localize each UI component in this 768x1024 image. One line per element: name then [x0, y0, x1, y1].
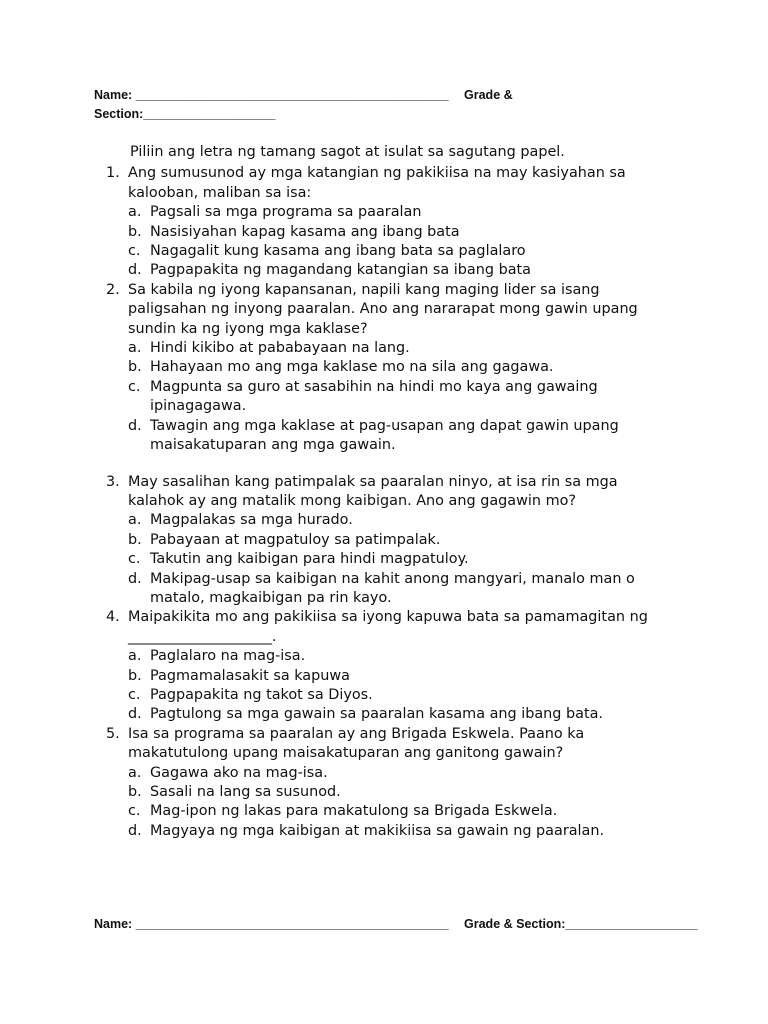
choice-d[interactable]: [128, 822, 666, 841]
footer-row: [94, 917, 698, 932]
choice-text: Nagagalit kung kasama ang ibang bata sa paglalaro: [150, 243, 526, 260]
section-field[interactable]: Section:___________________: [94, 107, 276, 121]
footer-grade-section-field[interactable]: Grade & Section:___________________: [464, 917, 698, 931]
choice-c[interactable]: [128, 550, 666, 569]
choice-c[interactable]: [128, 686, 666, 705]
choice-letter: a.: [128, 764, 142, 781]
choice-c[interactable]: [128, 802, 666, 821]
question-text: Isa sa programa sa paaralan ay ang Brigada Eskwela. Paano ka makatutulong upang maisakatuparan ang ganitong gawain?: [128, 725, 585, 762]
choice-d[interactable]: [128, 570, 666, 609]
choice-letter: d.: [128, 417, 142, 434]
choice-a[interactable]: [128, 764, 666, 783]
choice-text: Makipag-usap sa kaibigan na kahit anong mangyari, manalo man o matalo, magkaibigan pa rin kayo.: [150, 570, 635, 606]
question-number: 1.: [106, 165, 120, 182]
choice-text: Gagawa ako na mag-isa.: [150, 764, 328, 781]
choice-b[interactable]: [128, 783, 666, 802]
choice-letter: d.: [128, 262, 142, 279]
question-number: 5.: [106, 725, 120, 742]
choice-d[interactable]: [128, 417, 666, 456]
choice-a[interactable]: [128, 339, 666, 358]
choice-c[interactable]: [128, 378, 666, 417]
choice-text: Mag-ipon ng lakas para makatulong sa Brigada Eskwela.: [150, 803, 558, 820]
choice-letter: d.: [128, 570, 142, 587]
footer-name-field[interactable]: Name: _____________________________________________: [94, 917, 449, 931]
choice-d[interactable]: [128, 261, 666, 280]
choice-text: Magpunta sa guro at sasabihin na hindi mo kaya ang gawaing ipinagagawa.: [150, 378, 598, 415]
question-3: [106, 473, 666, 609]
choice-letter: d.: [128, 706, 142, 723]
choice-text: Pabayaan at magpatuloy sa patimpalak.: [150, 531, 441, 548]
choice-text: Nasisiyahan kapag kasama ang ibang bata: [150, 223, 460, 240]
grade-label: Grade &: [464, 88, 513, 102]
question-number: 2.: [106, 281, 120, 298]
choice-letter: b.: [128, 531, 142, 548]
choice-letter: a.: [128, 512, 142, 529]
choice-text: Pagmamalasakit sa kapuwa: [150, 667, 350, 684]
choice-letter: b.: [128, 223, 142, 240]
choice-text: Pagsali sa mga programa sa paaralan: [150, 204, 422, 221]
question-number: 4.: [106, 609, 120, 626]
choice-b[interactable]: [128, 358, 666, 377]
choice-text: Pagtulong sa mga gawain sa paaralan kasama ang ibang bata.: [150, 706, 604, 723]
question-number: 3.: [106, 473, 120, 490]
choice-b[interactable]: [128, 531, 666, 550]
choice-letter: c.: [128, 243, 141, 260]
choice-text: Paglalaro na mag-isa.: [150, 648, 306, 665]
header-section-row: [94, 107, 275, 122]
choice-letter: a.: [128, 648, 142, 665]
choice-letter: b.: [128, 359, 142, 376]
choice-text: Takutin ang kaibigan para hindi magpatuloy.: [150, 551, 469, 568]
name-field[interactable]: Name: _____________________________________________: [94, 88, 449, 102]
spacer: [106, 456, 666, 473]
question-text: Maipakikita mo ang pakikiisa sa iyong kapuwa bata sa pamamagitan ng ____________________.: [128, 609, 648, 645]
question-2: [106, 281, 666, 456]
choice-letter: d.: [128, 822, 142, 839]
question-4: [106, 608, 666, 724]
question-1: [106, 164, 666, 280]
choice-text: Pagpapakita ng magandang katangian sa ibang bata: [150, 262, 531, 279]
choice-a[interactable]: [128, 511, 666, 530]
choice-a[interactable]: [128, 203, 666, 222]
worksheet-content: [106, 143, 666, 841]
choice-letter: a.: [128, 340, 142, 357]
choice-text: Hahayaan mo ang mga kaklase mo na sila ang gagawa.: [150, 359, 554, 376]
choice-letter: c.: [128, 378, 141, 395]
choice-text: Magpalakas sa mga hurado.: [150, 512, 353, 529]
choice-text: Hindi kikibo at pababayaan na lang.: [150, 340, 410, 357]
choice-letter: b.: [128, 784, 142, 800]
choice-letter: a.: [128, 204, 142, 221]
choice-text: Magyaya ng mga kaibigan at makikiisa sa gawain ng paaralan.: [150, 822, 605, 839]
header-name-row: [94, 88, 513, 103]
choice-letter: c.: [128, 686, 141, 703]
question-text: Sa kabila ng iyong kapansanan, napili kang maging lider sa isang paligsahan ng inyong paaralan. Ano ang nararapat mong gawin upang sundin ka ng iyong mga kaklase?: [128, 281, 638, 337]
choice-d[interactable]: [128, 705, 666, 724]
choice-letter: c.: [128, 803, 141, 820]
choice-letter: b.: [128, 667, 142, 684]
choice-c[interactable]: [128, 242, 666, 261]
question-5: [106, 725, 666, 841]
choice-a[interactable]: [128, 647, 666, 666]
choice-b[interactable]: [128, 223, 666, 242]
choice-text: Pagpapakita ng takot sa Diyos.: [150, 686, 373, 703]
choice-letter: c.: [128, 551, 141, 568]
question-text: Ang sumusunod ay mga katangian ng pakikiisa na may kasiyahan sa kalooban, maliban sa isa:: [128, 165, 626, 201]
choice-b[interactable]: [128, 667, 666, 686]
choice-text: Sasali na lang sa susunod.: [150, 784, 341, 800]
question-text: May sasalihan kang patimpalak sa paaralan ninyo, at isa rin sa mga kalahok ay ang matalik mong kaibigan. Ano ang gagawin mo?: [128, 473, 618, 509]
choice-text: Tawagin ang mga kaklase at pag-usapan ang dapat gawin upang maisakatuparan ang mga gawain.: [150, 417, 619, 454]
instructions: Piliin ang letra ng tamang sagot at isulat sa sagutang papel.: [130, 144, 565, 160]
